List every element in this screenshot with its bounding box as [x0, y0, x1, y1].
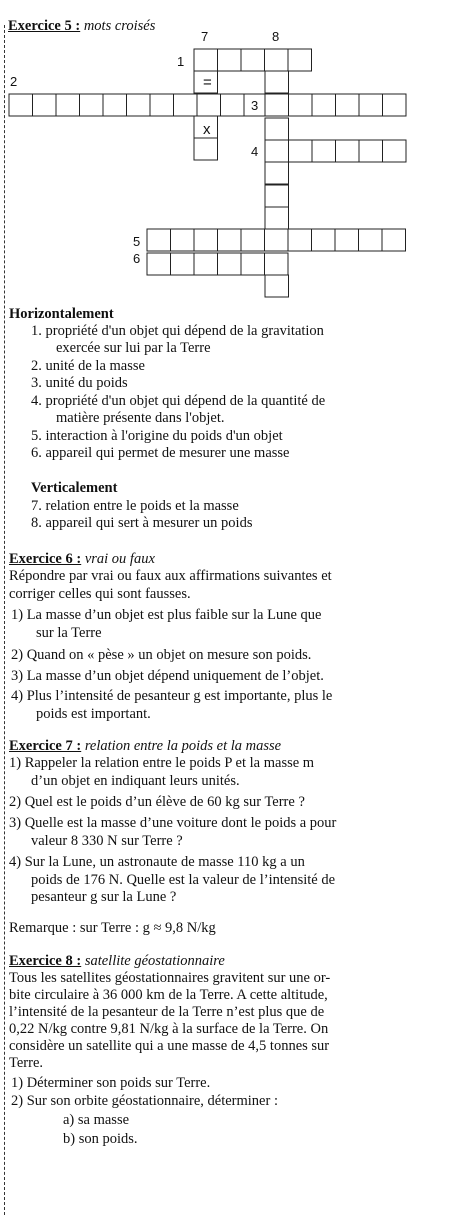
exercise-8-question: 1) Déterminer son poids sur Terre.: [11, 1075, 211, 1091]
exercise-7-line: 4) Sur la Lune, un astronaute de masse 110 kg a un: [9, 854, 305, 870]
crossword-cell-row-6[interactable]: [241, 253, 265, 275]
crossword-number-5: 5: [133, 234, 141, 249]
exercise-6-title: Exercice 6 :: [9, 551, 82, 567]
crossword-number-7: 7: [201, 29, 209, 44]
exercise-8-line: 0,22 N/kg contre 9,81 N/kg à la surface de la Terre. On: [9, 1021, 329, 1037]
crossword-cell-row-2[interactable]: [221, 94, 245, 116]
crossword-cell-row-5[interactable]: [147, 229, 171, 251]
crossword-cell-row-2[interactable]: [103, 94, 127, 116]
exercise-8-heading: [9, 953, 225, 970]
exercise-8-subquestion: b) son poids.: [63, 1131, 138, 1147]
exercise-7-line-cont: valeur 8 330 N sur Terre ?: [31, 833, 183, 849]
exercise-5-subtitle: mots croisés: [83, 18, 156, 34]
crossword-cell-row-3[interactable]: [359, 94, 383, 116]
clue-h5: 5. interaction à l'origine du poids d'un objet: [31, 428, 283, 444]
crossword-grid: [0, 0, 471, 300]
crossword-cell-col-8[interactable]: [265, 162, 289, 184]
crossword-number-8: 8: [272, 29, 280, 44]
crossword-number-3: 3: [251, 98, 259, 113]
vertical-clues-title: Verticalement: [31, 480, 118, 496]
exercise-8-title: Exercice 8 :: [9, 953, 82, 969]
equals-sign: =: [203, 74, 212, 91]
exercise-6-item-cont: poids est important.: [36, 706, 151, 722]
exercise-6-intro-line: Répondre par vrai ou faux aux affirmations suivantes et: [9, 568, 332, 584]
crossword-cell-row-5[interactable]: [194, 229, 218, 251]
clue-h1: 1. propriété d'un objet qui dépend de la gravitation: [31, 323, 324, 339]
exercise-7-title: Exercice 7 :: [9, 738, 82, 754]
crossword-cell-row-5[interactable]: [218, 229, 242, 251]
crossword-cell-row-4[interactable]: [383, 140, 407, 162]
crossword-cell-row-5[interactable]: [265, 229, 289, 251]
crossword-number-4: 4: [251, 144, 259, 159]
crossword-number-6: 6: [133, 251, 141, 266]
exercise-6-subtitle: vrai ou faux: [84, 551, 155, 567]
crossword-number-2: 2: [10, 74, 18, 89]
exercise-8-line: bite circulaire à 36 000 km de la Terre. A cette altitude,: [9, 987, 328, 1003]
clue-h2: 2. unité de la masse: [31, 358, 145, 374]
exercise-7-subtitle: relation entre la poids et la masse: [84, 738, 282, 754]
crossword-cell-col-8[interactable]: [265, 207, 289, 229]
crossword-cell-col-8[interactable]: [265, 71, 289, 93]
exercise-8-line: l’intensité de la pesanteur de la Terre n’est plus que de: [9, 1004, 325, 1020]
exercise-8-subtitle: satellite géostationnaire: [84, 953, 225, 969]
crossword-cell-row-1[interactable]: [288, 49, 312, 71]
crossword-cell-row-6[interactable]: [265, 253, 289, 275]
exercise-6-item: 3) La masse d’un objet dépend uniquement de l’objet.: [11, 668, 324, 684]
exercise-6-intro-line: corriger celles qui sont fausses.: [9, 586, 191, 602]
exercise-8-line: considère un satellite qui a une masse de 4,5 tonnes sur: [9, 1038, 330, 1054]
crossword-cell-row-5[interactable]: [288, 229, 312, 251]
crossword-cell-row-2[interactable]: [80, 94, 104, 116]
crossword-cell-row-4[interactable]: [265, 140, 289, 162]
crossword-cell-row-3[interactable]: [265, 94, 289, 116]
clue-h6: 6. appareil qui permet de mesurer une masse: [31, 445, 290, 461]
crossword-cell-row-5[interactable]: [241, 229, 265, 251]
exercise-7-remark: Remarque : sur Terre : g ≈ 9,8 N/kg: [9, 920, 216, 936]
exercise-7-heading: [9, 738, 281, 755]
crossword-cell-row-2[interactable]: [174, 94, 198, 116]
crossword-cell-row-2[interactable]: [197, 94, 221, 116]
crossword-cell-col-7[interactable]: [194, 138, 218, 160]
exercise-5-title: Exercice 5 :: [8, 18, 81, 34]
crossword-cell-row-2[interactable]: [127, 94, 151, 116]
exercise-8-line: Tous les satellites géostationnaires gravitent sur une or-: [9, 970, 331, 986]
exercise-7-line: 3) Quelle est la masse d’une voiture dont le poids a pour: [9, 815, 337, 831]
crossword-cell-row-3[interactable]: [336, 94, 360, 116]
exercise-6-item: 2) Quand on « pèse » un objet on mesure son poids.: [11, 647, 312, 663]
clue-v7: 7. relation entre le poids et la masse: [31, 498, 239, 514]
crossword-cell-row-2[interactable]: [9, 94, 33, 116]
horizontal-clues-title: Horizontalement: [9, 306, 114, 322]
exercise-7-line: 2) Quel est le poids d’un élève de 60 kg sur Terre ?: [9, 794, 305, 810]
exercise-8-question: 2) Sur son orbite géostationnaire, déterminer :: [11, 1093, 278, 1109]
exercise-7-line-cont: d’un objet en indiquant leurs unités.: [31, 773, 240, 789]
times-sign: x: [203, 121, 211, 138]
clue-h4: 4. propriété d'un objet qui dépend de la quantité de: [31, 393, 326, 409]
exercise-8-line: Terre.: [9, 1055, 43, 1071]
clue-h3: 3. unité du poids: [31, 375, 128, 391]
crossword-cell-row-2[interactable]: [56, 94, 80, 116]
crossword-cell-row-6[interactable]: [218, 253, 242, 275]
crossword-cell-row-3[interactable]: [312, 94, 336, 116]
crossword-cell-row-5[interactable]: [312, 229, 336, 251]
crossword-cell-col-8[interactable]: [265, 185, 289, 207]
exercise-6-item: 1) La masse d’un objet est plus faible sur la Lune que: [11, 607, 322, 623]
crossword-number-1: 1: [177, 54, 185, 69]
crossword-cell-row-6[interactable]: [171, 253, 195, 275]
exercise-7-line-cont: pesanteur g sur la Lune ?: [31, 889, 177, 905]
crossword-cell-row-4[interactable]: [336, 140, 360, 162]
exercise-7-line: 1) Rappeler la relation entre le poids P et la masse m: [9, 755, 315, 771]
crossword-cell-col-8[interactable]: [265, 275, 289, 297]
exercise-8-subquestion: a) sa masse: [63, 1112, 130, 1128]
crossword-cell-row-5[interactable]: [359, 229, 383, 251]
crossword-cell-row-5[interactable]: [382, 229, 406, 251]
crossword-cell-row-5[interactable]: [171, 229, 195, 251]
crossword-cell-row-3[interactable]: [289, 94, 313, 116]
crossword-cell-col-8[interactable]: [265, 118, 289, 140]
crossword-cell-row-4[interactable]: [359, 140, 383, 162]
crossword-cell-row-1[interactable]: [218, 49, 242, 71]
crossword-cell-row-5[interactable]: [335, 229, 359, 251]
crossword-cell-row-3[interactable]: [383, 94, 407, 116]
exercise-6-item-cont: sur la Terre: [36, 625, 102, 641]
crossword-cell-row-1[interactable]: [265, 49, 289, 71]
crossword-cell-row-4[interactable]: [312, 140, 336, 162]
exercise-6-heading: [9, 551, 155, 568]
crossword-cell-row-4[interactable]: [289, 140, 313, 162]
clue-h4-cont: matière présente dans l'objet.: [56, 410, 225, 426]
crossword-cell-row-2[interactable]: [150, 94, 174, 116]
crossword-cell-row-6[interactable]: [147, 253, 171, 275]
crossword-cell-row-2[interactable]: [33, 94, 57, 116]
clue-v8: 8. appareil qui sert à mesurer un poids: [31, 515, 253, 531]
clue-h1-cont: exercée sur lui par la Terre: [56, 340, 211, 356]
exercise-6-item: 4) Plus l’intensité de pesanteur g est importante, plus le: [11, 688, 333, 704]
exercise-7-line-cont: poids de 176 N. Quelle est la valeur de l’intensité de: [31, 872, 336, 888]
crossword-cell-row-6[interactable]: [194, 253, 218, 275]
crossword-cell-row-1[interactable]: [194, 49, 218, 71]
crossword-cell-row-1[interactable]: [241, 49, 265, 71]
